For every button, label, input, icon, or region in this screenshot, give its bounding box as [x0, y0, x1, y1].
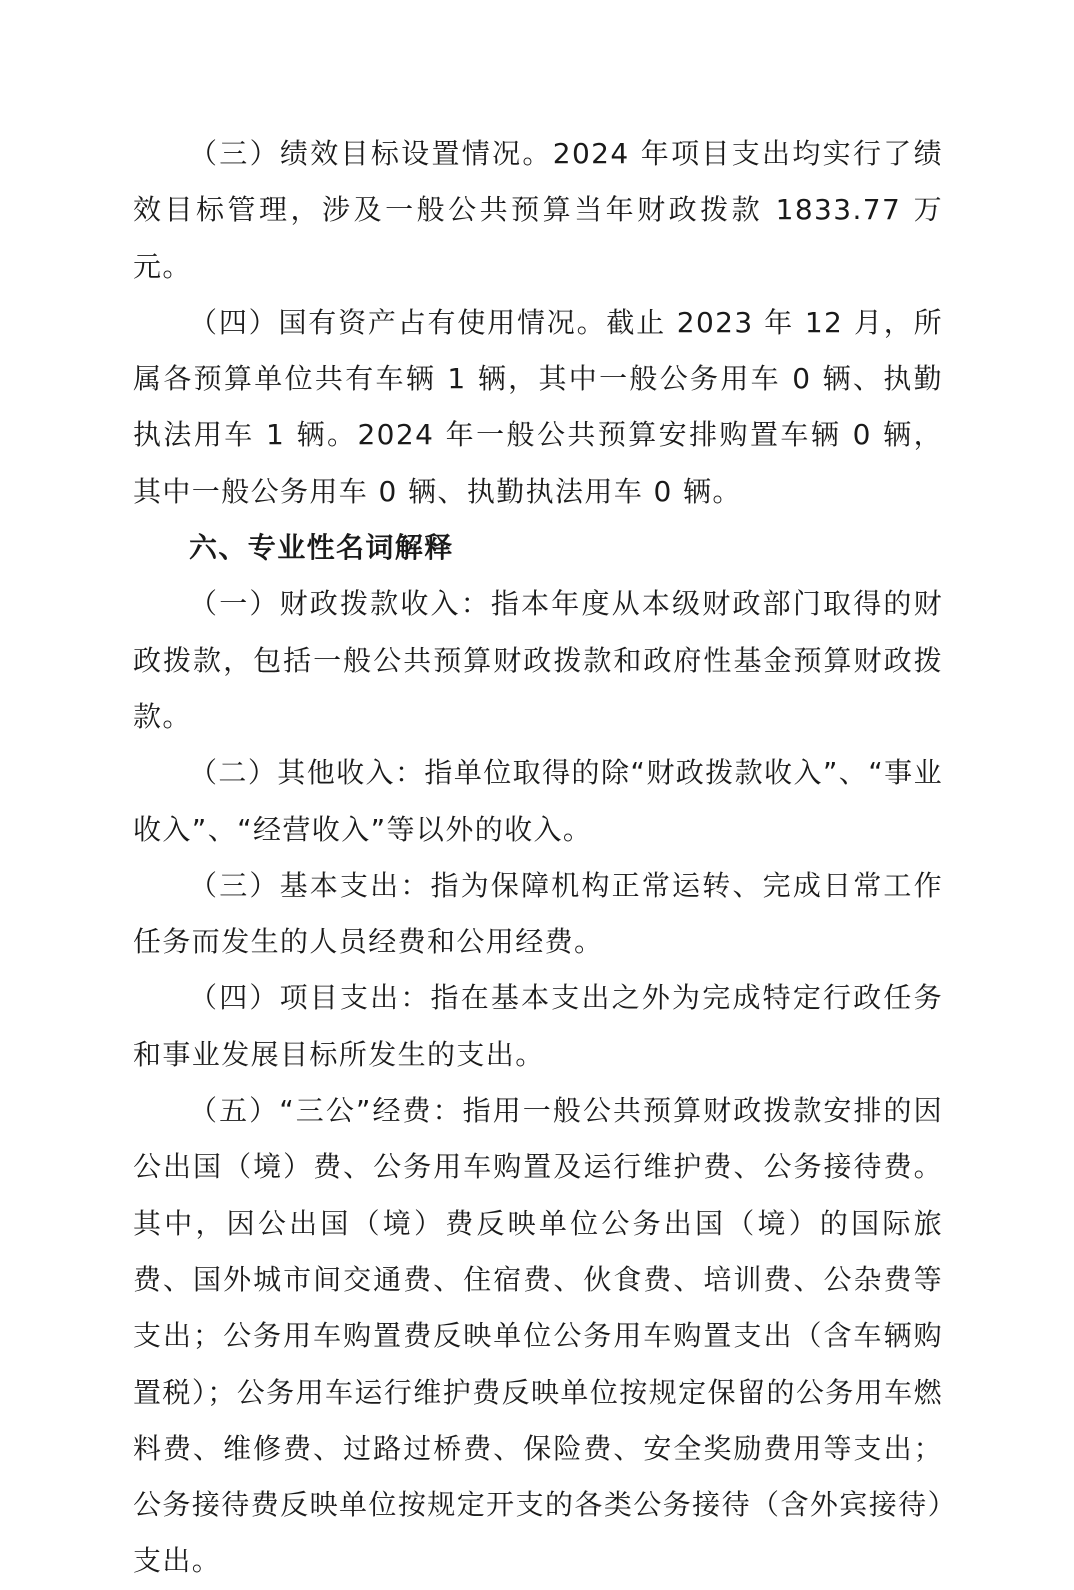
paragraph-other-income: （二）其他收入：指单位取得的除“财政拨款收入”、“事业收入”、“经营收入”等以外的收入。: [133, 756, 943, 846]
document-page: [133, 126, 943, 1590]
paragraph-state-assets: （四）国有资产占有使用情况。截止 2023 年 12 月，所属各预算单位共有车辆 1 辆，其中一般公务用车 0 辆、执勤执法用车 1 辆。2024 年一般公共预算安排购置车辆 0 辆，其中一般公务用车 0 辆、执勤执法用车 0 辆。: [133, 305, 943, 508]
paragraph-performance-goals: （三）绩效目标设置情况。2024 年项目支出均实行了绩效目标管理，涉及一般公共预算当年财政拨款 1833.77 万元。: [133, 137, 943, 283]
paragraph-fiscal-appropriation-income: （一）财政拨款收入：指本年度从本级财政部门取得的财政拨款，包括一般公共预算财政拨款和政府性基金预算财政拨款。: [133, 587, 943, 733]
paragraph-three-public-expenses: （五）“三公”经费：指用一般公共预算财政拨款安排的因公出国（境）费、公务用车购置及运行维护费、公务接待费。其中，因公出国（境）费反映单位公务出国（境）的国际旅费、国外城市间交通费、住宿费、伙食费、培训费、公杂费等支出；公务用车购置费反映单位公务用车购置支出（含车辆购置税）；公务用车运行维护费反映单位按规定保留的公务用车燃料费、维修费、过路过桥费、保险费、安全奖励费用等支出；公务接待费反映单位按规定开支的各类公务接待（含外宾接待）支出。: [133, 1094, 943, 1578]
section-heading-glossary: 六、专业性名词解释: [189, 531, 454, 565]
paragraph-basic-expenditure: （三）基本支出：指为保障机构正常运转、完成日常工作任务而发生的人员经费和公用经费。: [133, 868, 943, 959]
paragraph-project-expenditure: （四）项目支出：指在基本支出之外为完成特定行政任务和事业发展目标所发生的支出。: [133, 981, 943, 1071]
